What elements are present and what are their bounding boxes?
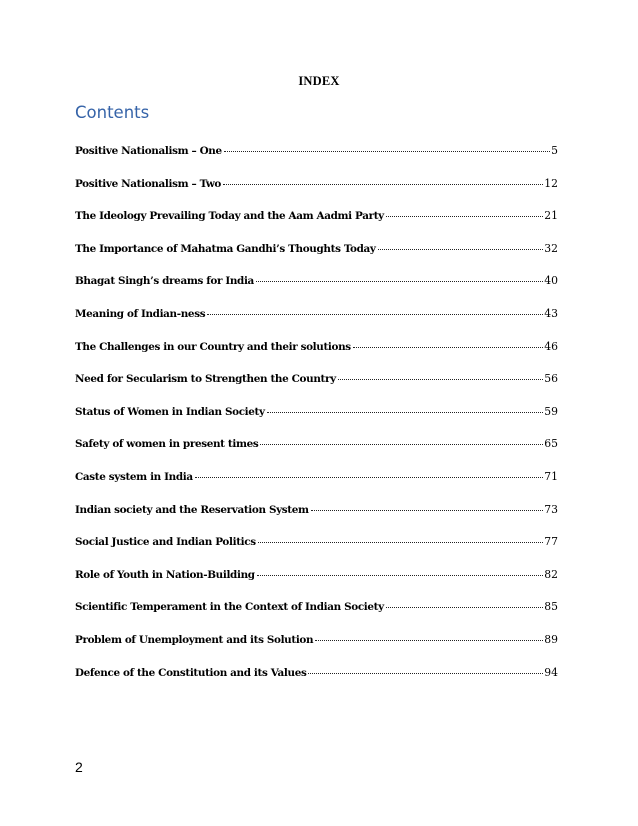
dot-leader (260, 444, 543, 445)
dot-leader (315, 640, 543, 641)
toc-entry-title: Role of Youth in Nation-Building (75, 568, 255, 581)
toc-entry-page: 82 (544, 567, 558, 581)
table-of-contents (75, 144, 558, 698)
dot-leader (223, 184, 543, 185)
toc-entry[interactable] (75, 503, 558, 536)
dot-leader (311, 510, 544, 511)
toc-entry[interactable] (75, 372, 558, 405)
dot-leader (308, 673, 543, 674)
toc-entry-title: Need for Secularism to Strengthen the Country (75, 373, 336, 386)
toc-entry-title: Problem of Unemployment and its Solution (75, 633, 314, 646)
toc-entry-title: Social Justice and Indian Politics (75, 536, 256, 549)
toc-entry-page: 71 (544, 469, 558, 483)
toc-entry-title: Meaning of Indian-ness (75, 307, 206, 320)
toc-entry-page: 73 (544, 502, 558, 516)
toc-entry-page: 94 (544, 665, 558, 679)
toc-entry[interactable] (75, 340, 558, 373)
toc-entry-page: 46 (544, 339, 558, 353)
dot-leader (386, 216, 543, 217)
contents-heading: Contents (75, 103, 150, 122)
toc-entry-page: 43 (544, 306, 558, 320)
dot-leader (195, 477, 543, 478)
toc-entry[interactable] (75, 177, 558, 210)
toc-entry-title: The Importance of Mahatma Gandhi’s Thoughts Today (75, 242, 376, 255)
toc-entry[interactable] (75, 405, 558, 438)
toc-entry-title: Scientific Temperament in the Context of Indian Society (75, 601, 384, 614)
toc-entry[interactable] (75, 633, 558, 666)
toc-entry-page: 59 (544, 404, 558, 418)
dot-leader (267, 412, 544, 413)
toc-entry[interactable] (75, 307, 558, 340)
toc-entry-page: 21 (544, 209, 558, 223)
toc-entry-title: Safety of women in present times (75, 438, 259, 451)
dot-leader (386, 607, 543, 608)
dot-leader (353, 347, 543, 348)
toc-entry-page: 32 (544, 241, 558, 255)
dot-leader (258, 542, 544, 543)
index-heading: INDEX (298, 74, 340, 88)
toc-entry-title: Status of Women in Indian Society (75, 405, 265, 418)
toc-entry-title: The Challenges in our Country and their solutions (75, 340, 351, 353)
toc-entry-title: Bhagat Singh’s dreams for India (75, 275, 254, 288)
dot-leader (224, 151, 550, 152)
toc-entry-page: 40 (544, 274, 558, 288)
dot-leader (256, 281, 543, 282)
toc-entry[interactable] (75, 568, 558, 601)
toc-entry-page: 89 (544, 632, 558, 646)
toc-entry-page: 12 (544, 176, 558, 190)
toc-entry-page: 85 (544, 600, 558, 614)
toc-entry[interactable] (75, 470, 558, 503)
dot-leader (338, 379, 543, 380)
dot-leader (378, 249, 544, 250)
toc-entry-title: Positive Nationalism – Two (75, 177, 222, 190)
page-number: 2 (75, 759, 83, 775)
toc-entry[interactable] (75, 437, 558, 470)
dot-leader (257, 575, 544, 576)
toc-entry[interactable] (75, 242, 558, 275)
toc-entry[interactable] (75, 274, 558, 307)
toc-entry-page: 5 (551, 144, 558, 157)
toc-entry-page: 77 (544, 535, 558, 549)
toc-entry-title: Defence of the Constitution and its Values (75, 666, 307, 679)
toc-entry-title: Indian society and the Reservation System (75, 503, 309, 516)
toc-entry[interactable] (75, 666, 558, 699)
toc-entry[interactable] (75, 600, 558, 633)
toc-entry[interactable] (75, 209, 558, 242)
toc-entry-title: The Ideology Prevailing Today and the Aam Aadmi Party (75, 210, 384, 223)
toc-entry-title: Caste system in India (75, 470, 193, 483)
toc-entry-page: 65 (544, 437, 558, 451)
toc-entry[interactable] (75, 144, 558, 177)
toc-entry[interactable] (75, 535, 558, 568)
dot-leader (207, 314, 543, 315)
toc-entry-page: 56 (544, 372, 558, 386)
toc-entry-title: Positive Nationalism – One (75, 145, 222, 157)
